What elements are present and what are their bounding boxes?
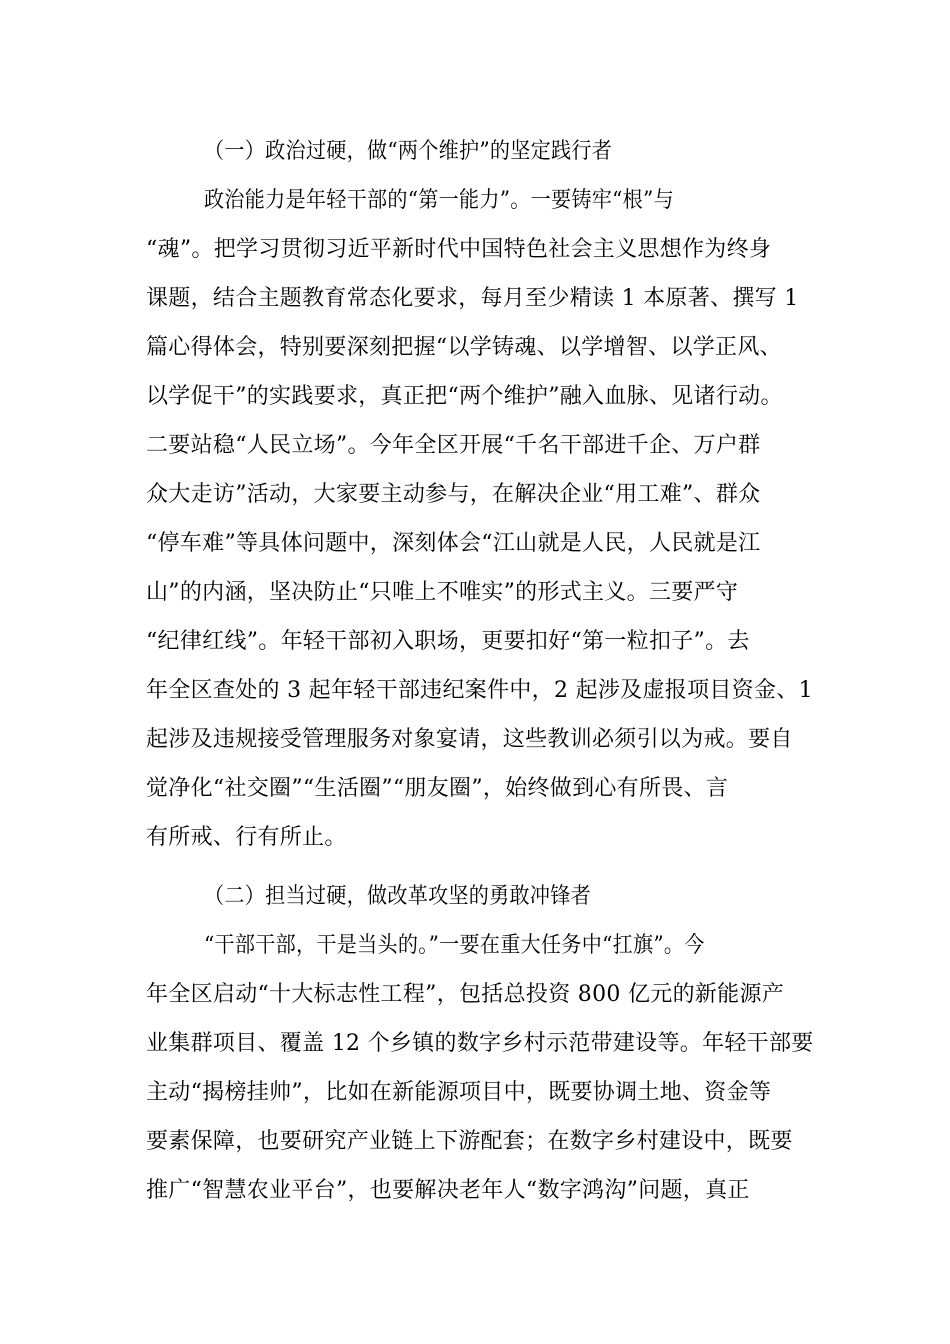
paragraph-line: “纪律红线”。年轻干部初入职场，更要扣好“第一粒扣子”。去 xyxy=(146,629,750,654)
paragraph-line: 主动“揭榜挂帅”，比如在新能源项目中，既要协调土地、资金等 xyxy=(146,1080,772,1105)
paragraph-line: 年全区查处的 3 起年轻干部违纪案件中，2 起涉及虚报项目资金、1 xyxy=(146,678,813,703)
paragraph-line: 二要站稳“人民立场”。今年全区开展“千名干部进千企、万户群 xyxy=(146,433,761,458)
paragraph-line: “停车难”等具体问题中，深刻体会“江山就是人民，人民就是江 xyxy=(146,531,761,556)
section-heading-1: （一）政治过硬，做“两个维护”的坚定践行者 xyxy=(204,139,613,164)
paragraph-line: 推广“智慧农业平台”，也要解决老年人“数字鸿沟”问题，真正 xyxy=(146,1178,750,1203)
paragraph-line: 众大走访”活动，大家要主动参与，在解决企业“用工难”、群众 xyxy=(146,482,761,507)
paragraph-line: 年全区启动“十大标志性工程”，包括总投资 800 亿元的新能源产 xyxy=(146,982,785,1007)
section-heading-2: （二）担当过硬，做改革攻坚的勇敢冲锋者 xyxy=(204,884,592,909)
paragraph-line: “魂”。把学习贯彻习近平新时代中国特色社会主义思想作为终身 xyxy=(146,237,772,262)
paragraph-line: 以学促干”的实践要求，真正把“两个维护”融入血脉、见诸行动。 xyxy=(146,384,783,409)
paragraph-line: 有所戒、行有所止。 xyxy=(146,825,347,850)
paragraph-line: 篇心得体会，特别要深刻把握“以学铸魂、以学增智、以学正风、 xyxy=(146,335,782,360)
paragraph-line: 要素保障，也要研究产业链上下游配套；在数字乡村建设中，既要 xyxy=(146,1129,793,1154)
paragraph-line: “干部干部，干是当头的。”一要在重大任务中“扛旗”。今 xyxy=(204,933,705,958)
paragraph-line: 课题，结合主题教育常态化要求，每月至少精读 1 本原著、撰写 1 xyxy=(146,286,799,311)
paragraph-line: 业集群项目、覆盖 12 个乡镇的数字乡村示范带建设等。年轻干部要 xyxy=(146,1031,814,1056)
paragraph-line: 起涉及违规接受管理服务对象宴请，这些教训必须引以为戒。要自 xyxy=(146,727,793,752)
paragraph-line: 政治能力是年轻干部的“第一能力”。一要铸牢“根”与 xyxy=(204,188,674,213)
paragraph-line: 山”的内涵，坚决防止“只唯上不唯实”的形式主义。三要严守 xyxy=(146,580,739,605)
paragraph-line: 觉净化“社交圈”“生活圈”“朋友圈”，始终做到心有所畏、言 xyxy=(146,776,729,801)
